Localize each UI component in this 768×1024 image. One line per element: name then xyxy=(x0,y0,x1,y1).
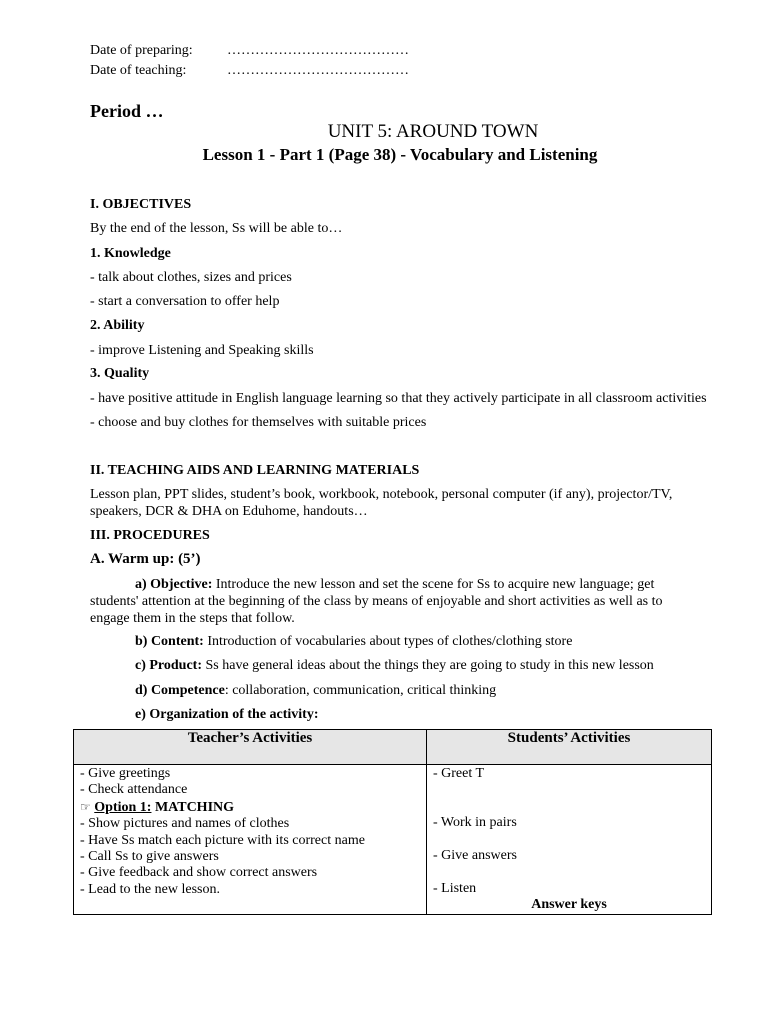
student-line: - Give answers xyxy=(433,847,517,863)
competence-text: : collaboration, communication, critical thinking xyxy=(224,683,497,698)
ability-heading: 2. Ability xyxy=(90,318,145,333)
product-text: Ss have general ideas about the things they are going to study in this new lesson xyxy=(205,658,654,673)
date-of-teaching-row xyxy=(90,63,409,79)
date-of-preparing-label: Date of preparing: xyxy=(90,43,193,58)
teacher-line: - Give greetings xyxy=(80,766,171,781)
date-of-preparing-value: ………………………………… xyxy=(227,43,409,58)
quality-item: - have positive attitude in English language learning so that they actively participate in all classroom activities xyxy=(90,391,707,406)
table-row xyxy=(74,765,712,915)
teacher-line: - Call Ss to give answers xyxy=(80,849,219,865)
pointing-hand-icon: ☞ xyxy=(80,799,91,814)
competence-label: d) Competence xyxy=(135,683,225,698)
quality-heading: 3. Quality xyxy=(90,366,150,381)
date-of-preparing-row xyxy=(90,43,409,59)
student-line: - Work in pairs xyxy=(433,815,517,831)
teacher-line: - Show pictures and names of clothes xyxy=(80,816,290,832)
procedures-heading: III. PROCEDURES xyxy=(90,528,210,543)
knowledge-item: - start a conversation to offer help xyxy=(90,294,280,309)
teaching-aids-text: Lesson plan, PPT slides, student’s book, workbook, notebook, personal computer (if any), projector/TV, speakers, DCR & DHA on Eduhome, handouts… xyxy=(90,487,673,519)
teacher-line: - Give feedback and show correct answers xyxy=(80,865,318,881)
lesson-title: Lesson 1 - Part 1 (Page 38) - Vocabulary and Listening xyxy=(202,145,598,164)
organization-label: e) Organization of the activity: xyxy=(135,707,319,722)
student-line xyxy=(433,799,705,815)
competence-line xyxy=(135,682,496,699)
teacher-activities-header: Teacher’s Activities xyxy=(74,730,427,765)
objectives-heading: I. OBJECTIVES xyxy=(90,197,192,212)
date-of-teaching-label: Date of teaching: xyxy=(90,63,187,78)
student-line xyxy=(433,832,705,848)
teacher-line: - Check attendance xyxy=(80,782,188,798)
objective-text: Introduce the new lesson and set the scene for Ss to acquire new language; get students' attention at the beginning of the class by means of enjoyable and short activities as well as to engage them in the steps that follow. xyxy=(90,577,663,626)
period-label: Period … xyxy=(90,101,164,121)
knowledge-item: - talk about clothes, sizes and prices xyxy=(90,270,292,285)
objective-paragraph xyxy=(90,576,705,627)
student-line xyxy=(433,864,705,880)
warmup-heading: A. Warm up: (5’) xyxy=(90,551,201,567)
content-line xyxy=(135,633,572,650)
table-header-row xyxy=(74,730,712,765)
teacher-line: - Lead to the new lesson. xyxy=(80,881,220,897)
teaching-aids-heading: II. TEACHING AIDS AND LEARNING MATERIALS xyxy=(90,463,420,478)
teacher-activities-cell xyxy=(74,765,427,915)
objectives-intro: By the end of the lesson, Ss will be able to… xyxy=(90,221,343,236)
option-text: MATCHING xyxy=(151,799,235,815)
teacher-line: - Have Ss match each picture with its correct name xyxy=(80,832,365,848)
product-label: c) Product: xyxy=(135,658,202,673)
content-text: Introduction of vocabularies about types of clothes/clothing store xyxy=(207,634,573,649)
date-of-teaching-value: ………………………………… xyxy=(227,63,409,78)
answer-keys-label: Answer keys xyxy=(531,897,607,913)
students-activities-header: Students’ Activities xyxy=(427,730,712,765)
student-line: - Greet T xyxy=(433,766,485,781)
option-label: Option 1: xyxy=(94,799,152,815)
student-line xyxy=(433,782,705,798)
student-line: - Listen xyxy=(433,880,477,896)
product-line xyxy=(135,657,654,674)
unit-title: UNIT 5: AROUND TOWN xyxy=(327,121,539,142)
knowledge-heading: 1. Knowledge xyxy=(90,246,171,261)
option-line xyxy=(80,799,420,816)
content-label: b) Content: xyxy=(135,634,204,649)
students-activities-cell xyxy=(427,765,712,915)
ability-item: - improve Listening and Speaking skills xyxy=(90,343,314,358)
activities-table xyxy=(73,729,712,915)
objective-label: a) Objective: xyxy=(135,577,213,592)
quality-item: - choose and buy clothes for themselves with suitable prices xyxy=(90,415,427,430)
